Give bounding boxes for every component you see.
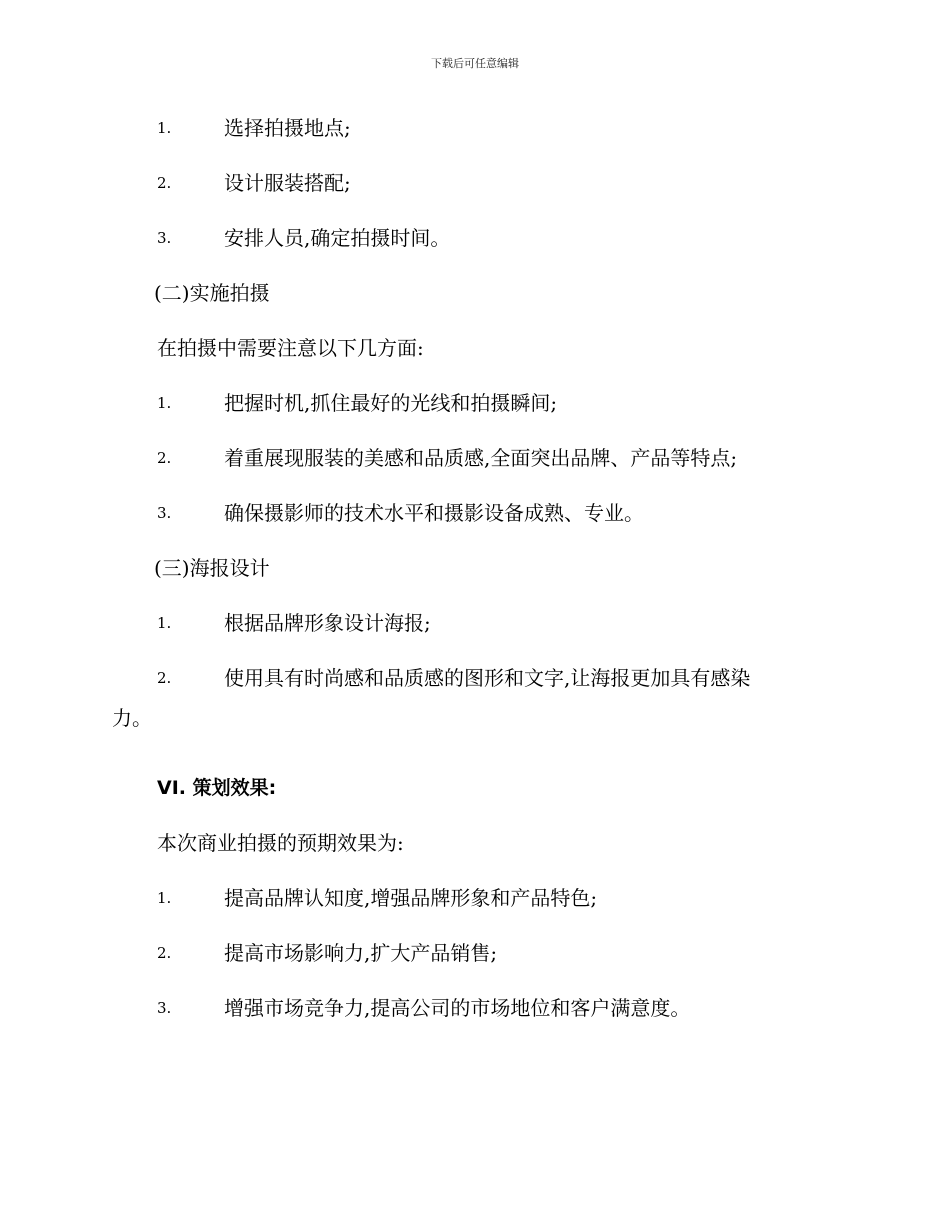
list-item-text: 安排人员,确定拍摄时间。 [224,226,451,250]
list-item [0,658,950,768]
list-item [0,878,950,933]
list-item-text: 提高市场影响力,扩大产品销售; [224,941,498,965]
list-item [0,163,950,218]
list-number: 2. [157,944,172,962]
list-item [0,383,950,438]
section-heading-text: VI. 策划效果: [157,777,277,799]
list-item-text: 选择拍摄地点; [224,116,351,140]
list-item-text: 把握时机,抓住最好的光线和拍摄瞬间; [224,391,558,415]
list-item [0,108,950,163]
page-header: 下载后可任意编辑 [431,57,519,70]
list-number: 1. [157,394,172,412]
list-number: 2. [157,449,172,467]
list-item-text: 提高品牌认知度,增强品牌形象和产品特色; [224,886,598,910]
list-item-text: 使用具有时尚感和品质感的图形和文字,让海报更加具有感染 [224,666,751,690]
list-number: 1. [157,614,172,632]
paragraph-text: 本次商业拍摄的预期效果为: [157,831,404,855]
paragraph [0,823,950,878]
subsection-heading-text: (二)实施拍摄 [154,281,270,305]
list-item-text: 根据品牌形象设计海报; [224,611,431,635]
list-item [0,493,950,548]
list-number: 3. [157,504,172,522]
paragraph-text: 在拍摄中需要注意以下几方面: [157,336,424,360]
list-item [0,603,950,658]
list-number: 1. [157,119,172,137]
section-heading [0,768,950,823]
list-item-text: 着重展现服装的美感和品质感,全面突出品牌、产品等特点; [224,446,738,470]
list-number: 3. [157,999,172,1017]
list-number: 2. [157,174,172,192]
list-item [0,218,950,273]
list-number: 3. [157,229,172,247]
subsection-heading-text: (三)海报设计 [154,556,270,580]
list-item-text: 设计服装搭配; [224,171,351,195]
list-item [0,988,950,1043]
paragraph [0,328,950,383]
list-item-text: 增强市场竞争力,提高公司的市场地位和客户满意度。 [224,996,691,1020]
list-item-text-continuation: 力。 [112,706,152,730]
document-body [0,108,950,1043]
list-number: 1. [157,889,172,907]
list-number: 2. [157,669,172,687]
list-item-text: 确保摄影师的技术水平和摄影设备成熟、专业。 [224,501,644,525]
list-item [0,438,950,493]
subsection-heading [0,273,950,328]
subsection-heading [0,548,950,603]
list-item [0,933,950,988]
